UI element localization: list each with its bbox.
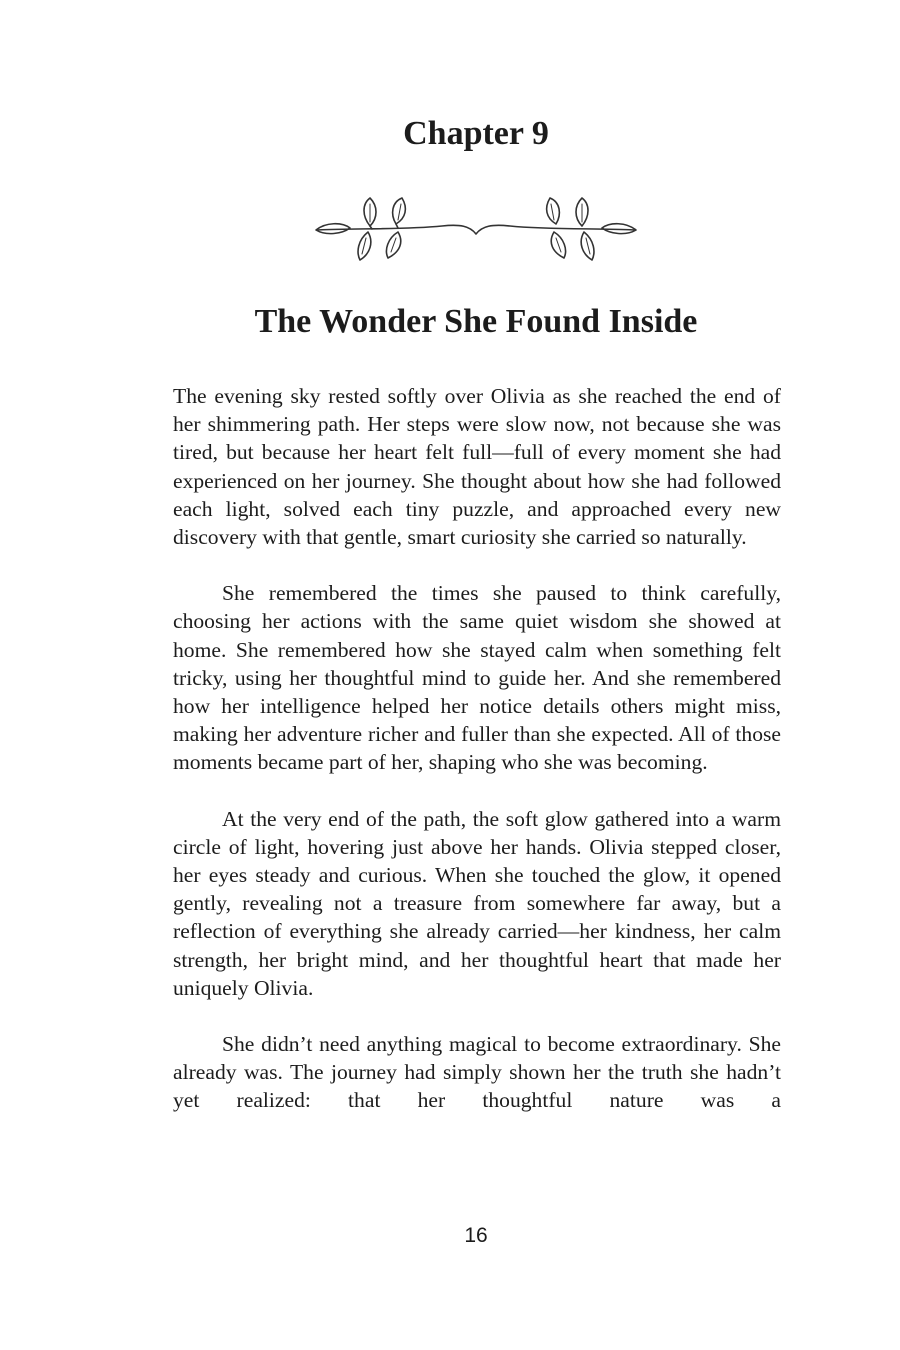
paragraph: She remembered the times she paused to think carefully, choosing her actions with the same quiet wisdom she showed at home. She remembered how she stayed calm when something felt tricky, using her thoughtful mind to guide her. And she remembered how her intelligence helped her notice details others might miss, making her adventure richer and fuller than she expected. All of those moments became part of her, shaping who she was becoming. xyxy=(173,581,781,775)
chapter-label: Chapter 9 xyxy=(403,115,549,152)
paragraph: At the very end of the path, the soft glow gathered into a warm circle of light, hovering just above her hands. Olivia stepped closer, her eyes steady and curious. When she touched the glow, it opened gently, revealing not a treasure from somewhere far away, but a reflection of everything she already carried—her kindness, her calm strength, her bright mind, and her thoughtful heart that made her uniquely Olivia. xyxy=(173,806,781,1000)
page-number: 16 xyxy=(464,1224,488,1247)
paragraph: She didn’t need anything magical to become extraordinary. She already was. The journey had simply shown her the truth she hadn’t yet realized: that her thoughtful nature was a xyxy=(173,1032,781,1113)
paragraph: The evening sky rested softly over Olivia as she reached the end of her shimmering path. Her steps were slow now, not because she was tired, but because her heart felt full—full of every moment she had experienced on her journey. She thought about how she had followed each light, solved each tiny puzzle, and approached every new discovery with that gentle, smart curiosity she carried so naturally. xyxy=(173,384,781,550)
laurel-vine-divider-icon xyxy=(312,192,640,268)
chapter-title: The Wonder She Found Inside xyxy=(254,303,698,340)
chapter-body xyxy=(173,382,781,1143)
